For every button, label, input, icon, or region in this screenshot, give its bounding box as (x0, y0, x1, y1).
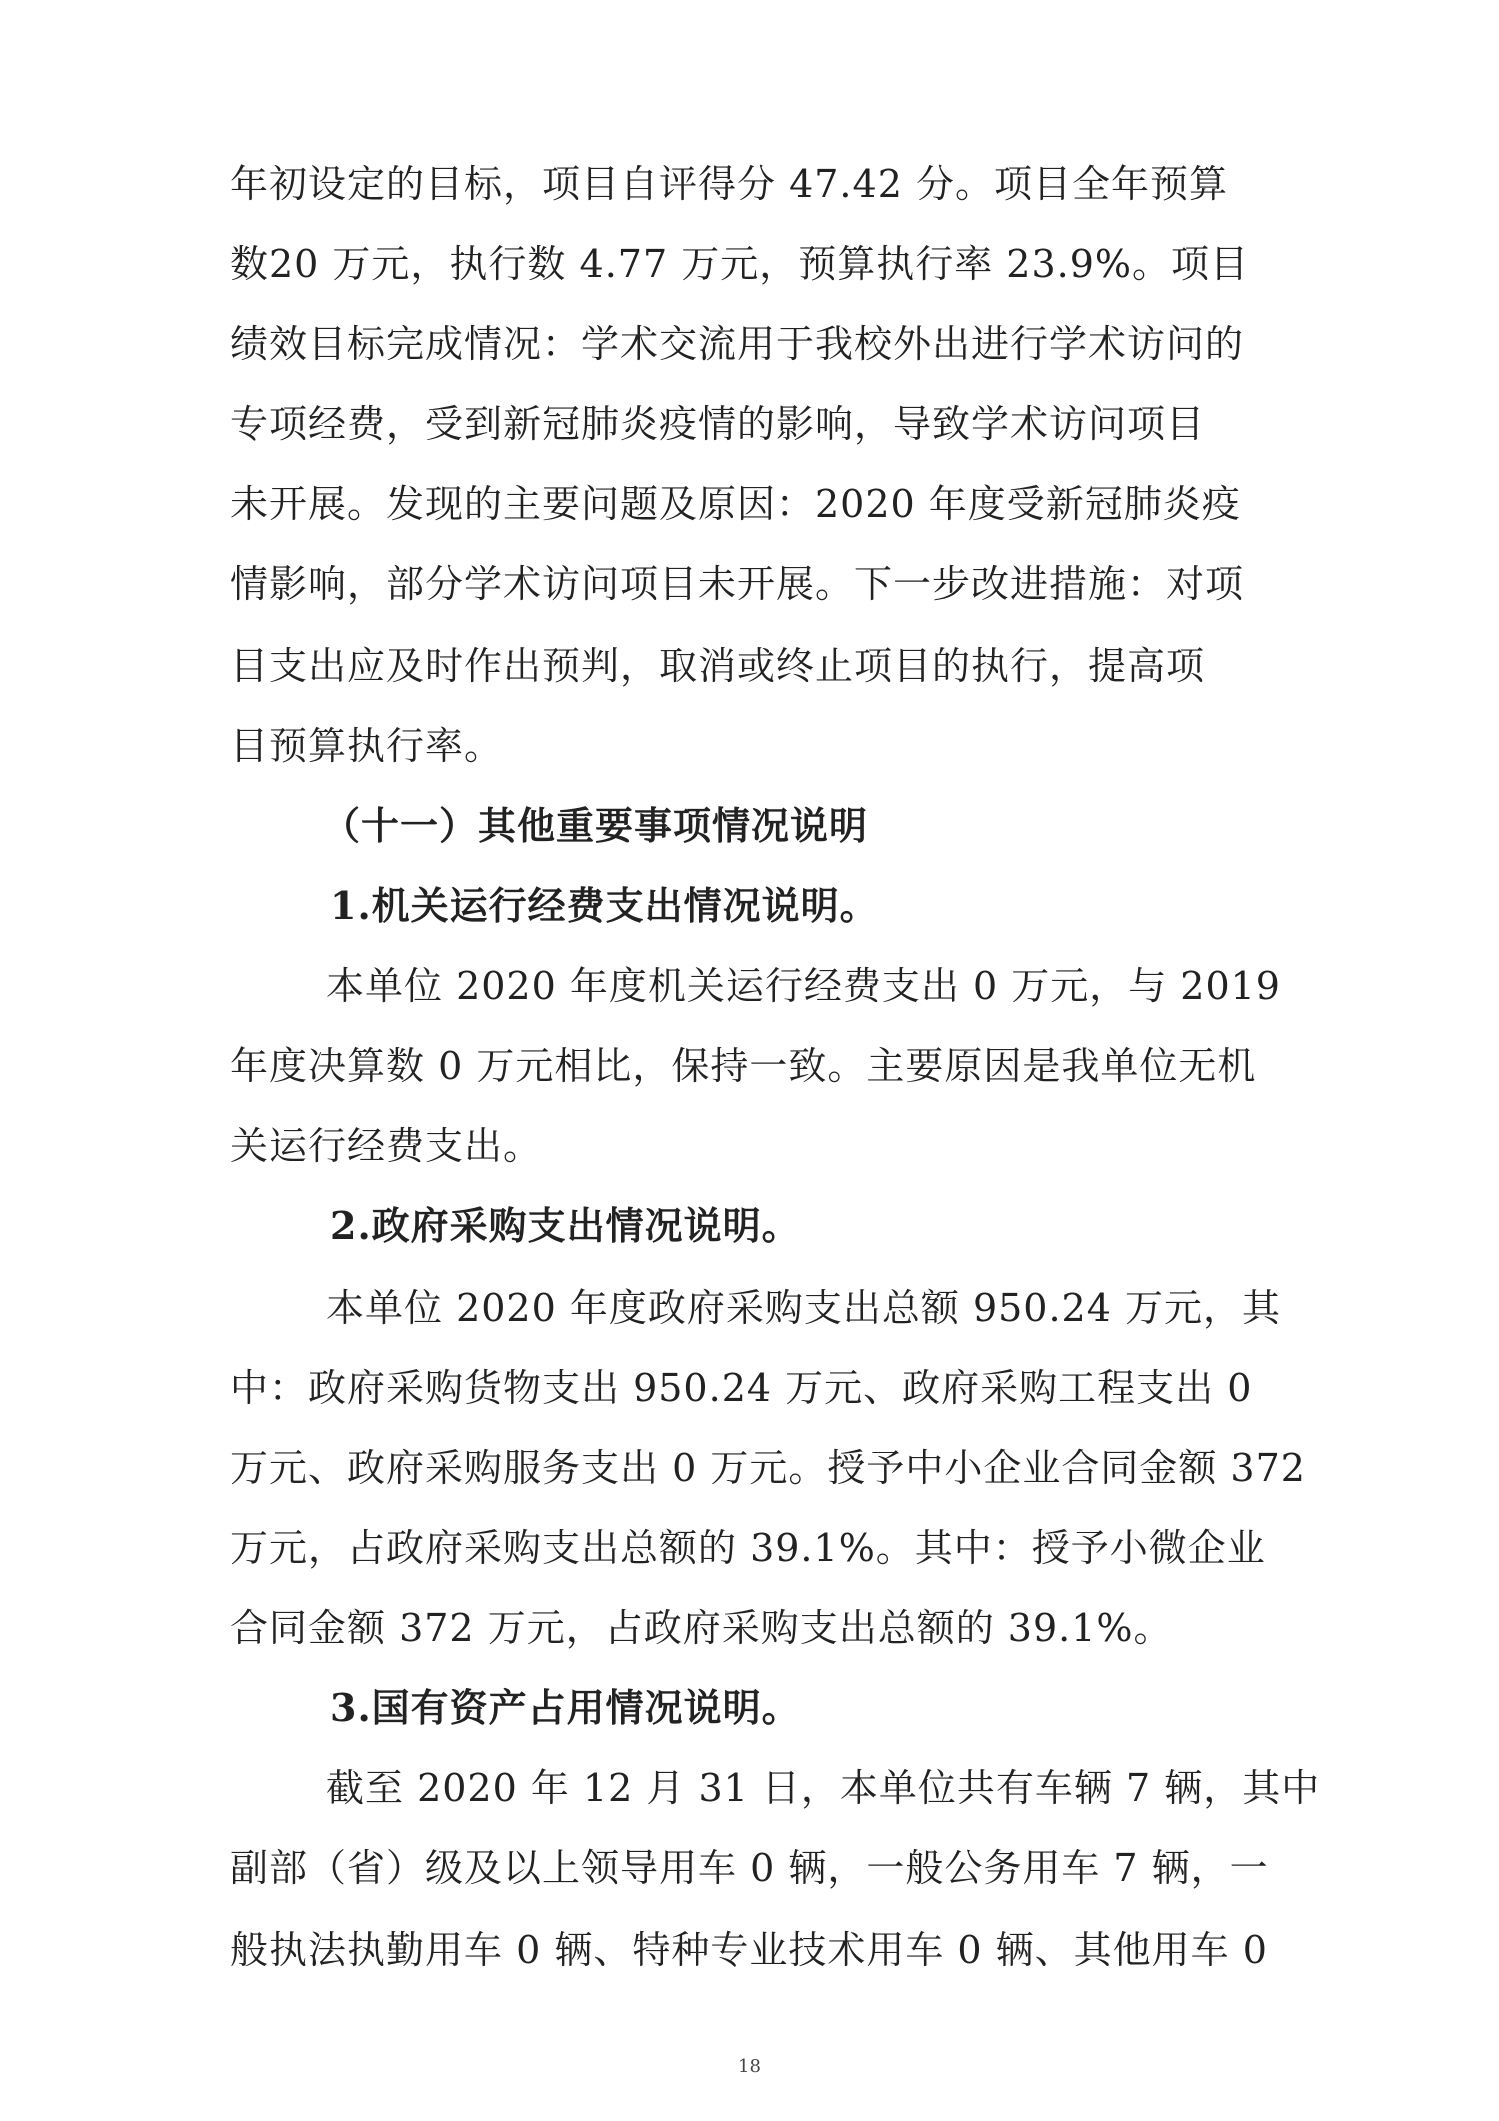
subsection-heading: 1.机关运行经费支出情况说明。 (330, 883, 879, 928)
text-line: 绩效目标完成情况：学术交流用于我校外出进行学术访问的 (230, 322, 1245, 366)
subsection-heading: 3.国有资产占用情况说明。 (330, 1685, 801, 1730)
text-line: 专项经费，受到新冠肺炎疫情的影响，导致学术访问项目 (230, 402, 1206, 446)
text-line: 未开展。发现的主要问题及原因：2020 年度受新冠肺炎疫 (230, 482, 1241, 526)
text-line: 年度决算数 0 万元相比，保持一致。主要原因是我单位无机 (230, 1044, 1257, 1088)
text-line: 万元、政府采购服务支出 0 万元。授予中小企业合同金额 372 (230, 1446, 1306, 1490)
subsection-heading: 2.政府采购支出情况说明。 (330, 1203, 801, 1248)
text-line: 副部（省）级及以上领导用车 0 辆，一般公务用车 7 辆，一 (230, 1846, 1269, 1890)
section-heading: （十一）其他重要事项情况说明 (322, 803, 869, 848)
text-line: 万元，占政府采购支出总额的 39.1%。其中：授予小微企业 (230, 1526, 1266, 1570)
text-line: 合同金额 372 万元，占政府采购支出总额的 39.1%。 (230, 1606, 1173, 1650)
text-line: 年初设定的目标，项目自评得分 47.42 分。项目全年预算 (230, 162, 1228, 206)
text-line: 般执法执勤用车 0 辆、特种专业技术用车 0 辆、其他用车 0 (230, 1928, 1268, 1972)
text-line: 本单位 2020 年度政府采购支出总额 950.24 万元，其 (326, 1286, 1281, 1330)
text-line: 截至 2020 年 12 月 31 日，本单位共有车辆 7 辆，其中 (326, 1766, 1321, 1810)
text-line: 目支出应及时作出预判，取消或终止项目的执行，提高项 (230, 644, 1206, 688)
text-line: 情影响，部分学术访问项目未开展。下一步改进措施：对项 (230, 562, 1245, 606)
page-number: 18 (738, 2056, 761, 2077)
text-line: 关运行经费支出。 (230, 1124, 543, 1168)
text-line: 数20 万元，执行数 4.77 万元，预算执行率 23.9%。项目 (230, 242, 1249, 286)
text-line: 中：政府采购货物支出 950.24 万元、政府采购工程支出 0 (230, 1366, 1253, 1410)
text-line: 本单位 2020 年度机关运行经费支出 0 万元，与 2019 (326, 964, 1281, 1008)
text-line: 目预算执行率。 (230, 724, 504, 768)
